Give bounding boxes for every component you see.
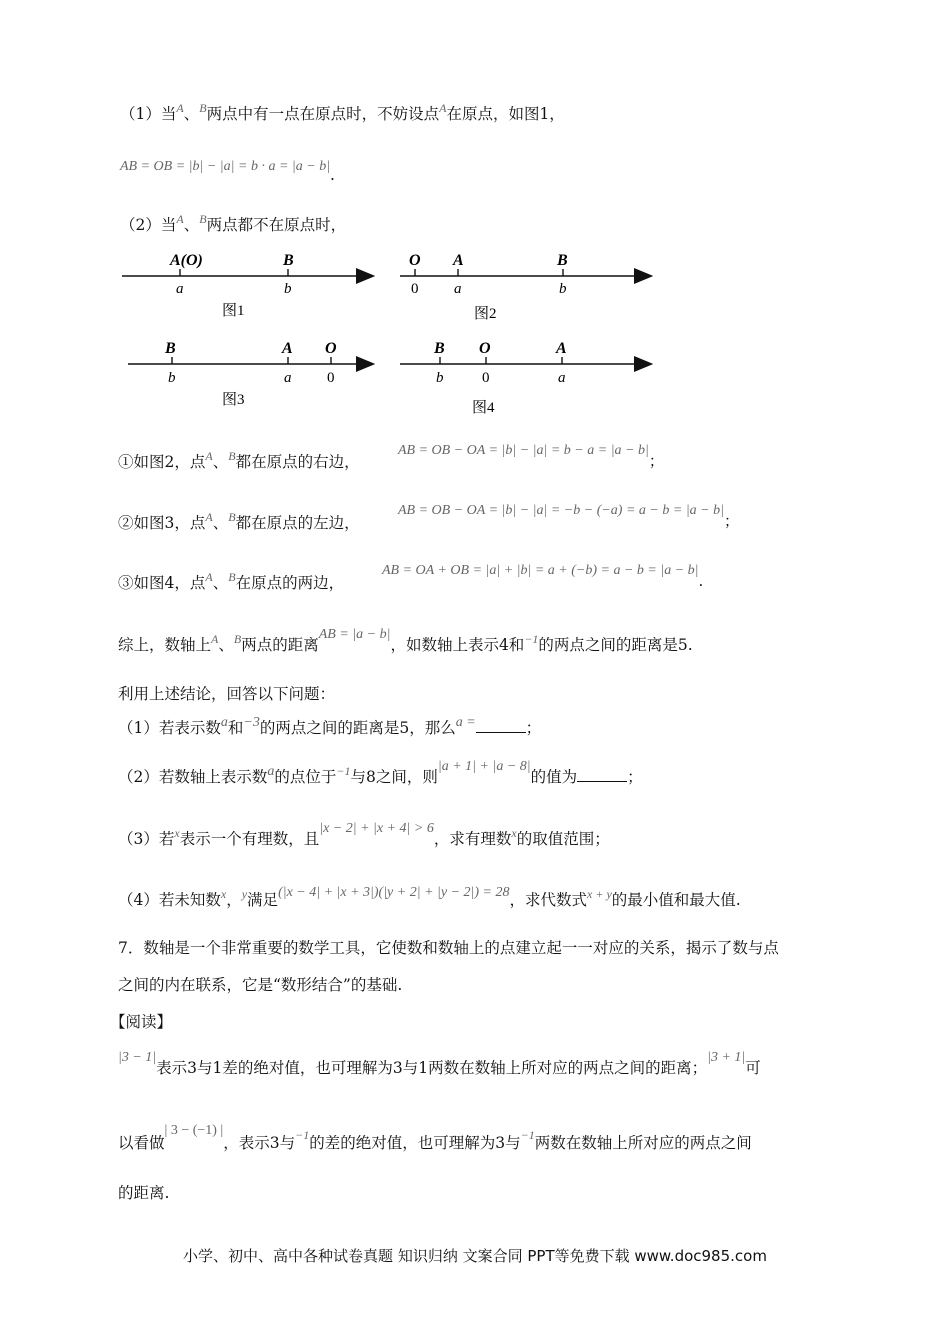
formula: AB = OB = |b| − |a| = b · a = |a − b|	[120, 159, 331, 174]
question-2: （2）若数轴上表示数a的点位于$^{-1}$与8之间，则|a + 1| + |a − 8|的值为 ；	[118, 759, 643, 786]
fig2-label-0: 0	[411, 281, 419, 297]
figure-2	[400, 252, 650, 322]
fig4-label-b: b	[436, 370, 444, 386]
problem7-line1: 7．数轴是一个非常重要的数学工具，它使数和数轴上的点建立起一一对应的关系，揭示了数与点	[118, 939, 779, 957]
fig1-label-a: a	[176, 281, 184, 297]
sub3-formula: AB = OA + OB = |a| + |b| = a + (−b) = a − b = |a − b|.	[382, 563, 704, 590]
fig2-label-b: b	[559, 281, 567, 297]
sub3-line: ③如图4，点$^A$、$^B$在原点的两边，	[118, 570, 345, 592]
math-A: A	[439, 101, 447, 115]
fig4-label-a: a	[558, 370, 566, 386]
page-footer: 小学、初中、高中各种试卷真题 知识归纳 文案合同 PPT等免费下载 www.doc985.com	[183, 1247, 767, 1265]
fig4-label-0: 0	[482, 370, 490, 386]
fig4-label-O: O	[479, 340, 491, 357]
fig4-caption: 图4	[472, 400, 495, 416]
figure-4	[400, 340, 650, 416]
fig3-label-a: a	[284, 370, 292, 386]
fig2-label-B: B	[557, 252, 568, 269]
problem7-read-heading: 【阅读】	[110, 1013, 173, 1031]
fig4-label-B: B	[434, 340, 445, 357]
fig3-label-B: B	[165, 340, 176, 357]
question-3: （3）若$^x$表示一个有理数，且|x − 2| + |x + 4| > 6，求有理数$^x$的取值范围；	[118, 821, 610, 848]
fig1-label-AO: A(O)	[170, 252, 203, 269]
sub2-formula: AB = OB − OA = |b| − |a| = −b − (−a) = a − b = |a − b|；	[398, 503, 739, 530]
fig3-label-A: A	[282, 340, 293, 357]
fig1-label-b: b	[284, 281, 292, 297]
fig2-label-O: O	[409, 252, 421, 269]
number-line-figures	[110, 245, 670, 425]
problem7-line5: 以看做| 3 − (−1) |，表示3与$^{-1}$的差的绝对值，也可理解为3与$^{-1}$两数在数轴上所对应的两点之间	[118, 1123, 752, 1152]
problem7-line2: 之间的内在联系，它是“数形结合”的基础.	[118, 976, 403, 994]
sub2-line: ②如图3，点$^A$、$^B$都在原点的左边，	[118, 510, 360, 532]
problem7-line4: |3 − 1|表示3与1差的绝对值，也可理解为3与1两数在数轴上所对应的两点之间的距离；|3 + 1|可	[118, 1050, 761, 1077]
summary-line: 综上，数轴上$^A$、$^B$两点的距离AB = |a − b|，如数轴上表示4和$^{-1}$的两点之间的距离是5.	[118, 627, 693, 654]
figure-1	[122, 252, 372, 319]
fig3-label-O: O	[325, 340, 337, 357]
fig3-caption: 图3	[222, 392, 245, 408]
answer-blank	[577, 767, 627, 782]
fig1-caption: 图1	[222, 303, 245, 319]
fig4-label-A: A	[556, 340, 567, 357]
sub1-formula: AB = OB − OA = |b| − |a| = b − a = |a − b|；	[398, 443, 664, 470]
case2-line: （2）当$^A$、$^B$两点都不在原点时，	[120, 212, 347, 234]
answer-blank	[476, 718, 526, 733]
question-4: （4）若未知数$^x$，$^y$满足(|x − 4| + |x + 3|)(|y + 2| + |y − 2|) = 28，求代数式$^{x + y}$的最小值和最大值.	[118, 885, 741, 909]
figure-3	[128, 340, 372, 408]
fig1-label-B: B	[283, 252, 294, 269]
intro-line: 利用上述结论，回答以下问题：	[118, 685, 336, 703]
fig2-label-A: A	[453, 252, 464, 269]
math-A: A	[176, 101, 184, 115]
sub1-line: ①如图2，点$^A$、$^B$都在原点的右边，	[118, 449, 360, 471]
case1-formula-line: AB = OB = |b| − |a| = b · a = |a − b|.	[120, 159, 335, 184]
question-1: （1）若表示数a和−3的两点之间的距离是5，那么a = ；	[118, 715, 542, 737]
case1-line: （1）当$^A$、$^B$两点中有一点在原点时，不妨设点$^A$在原点，如图1，	[120, 101, 565, 123]
fig3-label-0: 0	[327, 370, 335, 386]
fig3-label-b: b	[168, 370, 176, 386]
math-B: B	[199, 101, 207, 115]
fig2-label-a: a	[454, 281, 462, 297]
problem7-line6: 的距离.	[118, 1184, 170, 1202]
fig2-caption: 图2	[474, 306, 497, 322]
